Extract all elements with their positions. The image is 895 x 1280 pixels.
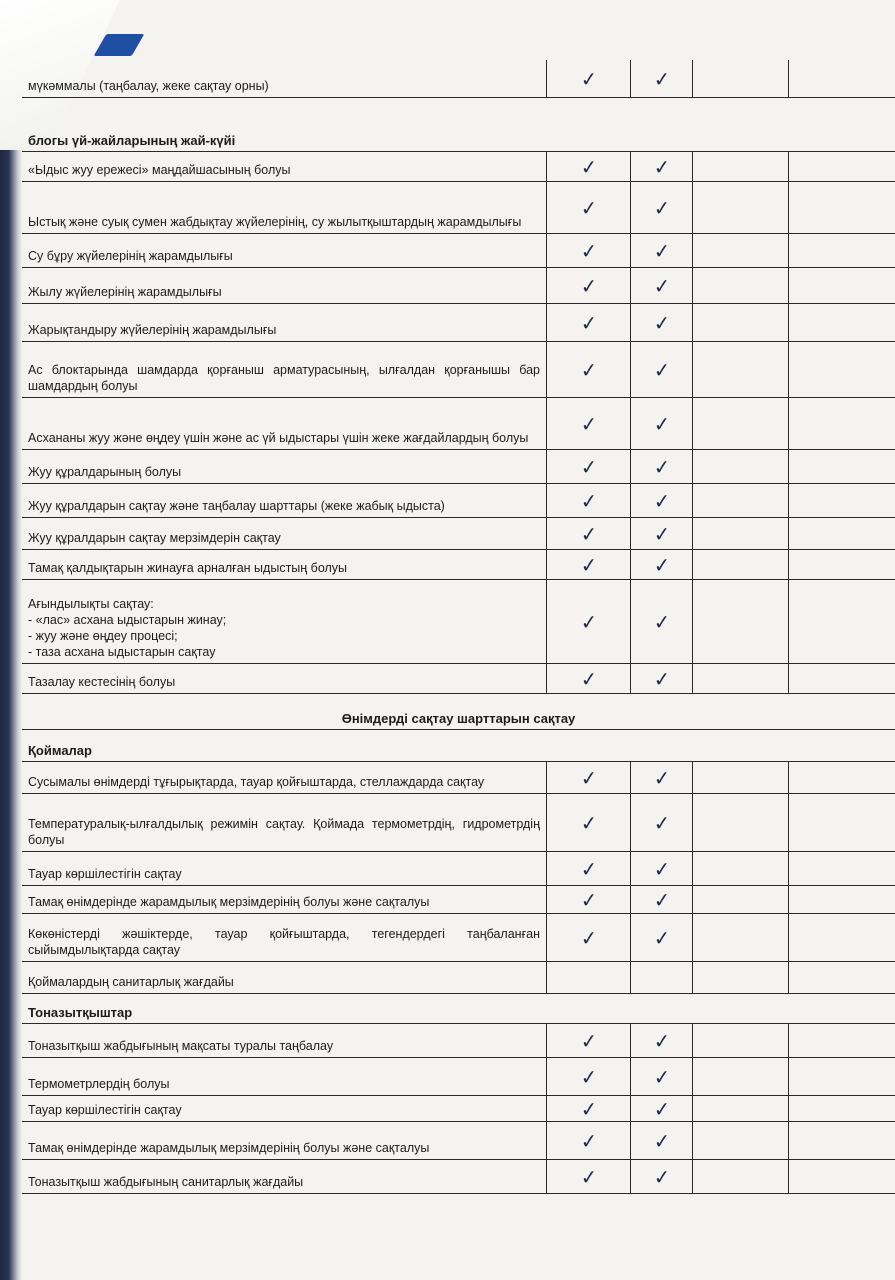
checkmark-icon: ✓: [579, 1063, 599, 1090]
checkmark-icon: ✓: [579, 453, 599, 480]
mark-cell-2: [630, 268, 693, 303]
table-row: [22, 1096, 895, 1122]
criterion-text: Тамақ өнімдерінде жарамдылық мерзімдерінің болуы және сақталуы: [28, 895, 430, 909]
checkmark-icon: ✓: [652, 272, 672, 299]
checkmark-icon: ✓: [579, 665, 599, 692]
mark-cell-3: [692, 182, 789, 233]
table-row: [22, 762, 895, 794]
checkmark-icon: ✓: [652, 194, 672, 221]
mark-cell-1: [546, 304, 631, 341]
criterion-text: Жуу құралдарын сақтау және таңбалау шарттары (жеке жабық ыдыста): [28, 499, 445, 513]
mark-cell-3: [692, 550, 789, 579]
table-row: [22, 1058, 895, 1096]
mark-cell-4: [788, 1024, 895, 1057]
checkmark-icon: ✓: [652, 924, 672, 951]
table-row: [22, 450, 895, 484]
mark-cell-2: [630, 342, 693, 397]
table-row: [22, 268, 895, 304]
mark-cell-4: [788, 550, 895, 579]
mark-cell-3: [692, 518, 789, 549]
criterion-text: Тазалау кестесінің болуы: [28, 675, 176, 689]
mark-cell-1: [546, 794, 631, 851]
section-header: [22, 994, 895, 1024]
mark-cell-1: [546, 1160, 631, 1193]
criterion-text: Сусымалы өнімдерді тұғырықтарда, тауар қойғыштарда, стеллаждарда сақтау: [28, 775, 485, 789]
criterion-text: Тамақ қалдықтарын жинауға арналған ыдыстың болуы: [28, 561, 348, 575]
checkmark-icon: ✓: [652, 764, 672, 791]
checkmark-icon: ✓: [652, 665, 672, 692]
mark-cell-4: [788, 1058, 895, 1095]
mark-cell-3: [692, 962, 789, 993]
mark-cell-4: [788, 852, 895, 885]
table-row: [22, 304, 895, 342]
checkmark-icon: ✓: [579, 309, 599, 336]
section-header: [22, 694, 895, 730]
mark-cell-1: [546, 398, 631, 449]
checkmark-icon: ✓: [652, 551, 672, 578]
checkmark-icon: ✓: [579, 410, 599, 437]
mark-cell-1: [546, 550, 631, 579]
checkmark-icon: ✓: [579, 1027, 599, 1054]
mark-cell-1: [546, 886, 631, 913]
mark-cell-3: [692, 152, 789, 181]
table-row: [22, 664, 895, 694]
checkmark-icon: ✓: [579, 855, 599, 882]
checkmark-icon: ✓: [579, 487, 599, 514]
checkmark-icon: ✓: [652, 487, 672, 514]
mark-cell-3: [692, 234, 789, 267]
mark-cell-2: [630, 1058, 693, 1095]
table-row: [22, 484, 895, 518]
table-row: [22, 580, 895, 664]
mark-cell-1: [546, 1122, 631, 1159]
checkmark-icon: ✓: [579, 520, 599, 547]
mark-cell-3: [692, 914, 789, 961]
mark-cell-3: [692, 762, 789, 793]
table-row: [22, 182, 895, 234]
criterion-text: Тамақ өнімдерінде жарамдылық мерзімдерінің болуы және сақталуы: [28, 1141, 430, 1155]
criterion-text: Жарықтандыру жүйелерінің жарамдылығы: [28, 323, 277, 337]
checkmark-icon: ✓: [579, 153, 599, 180]
criterion-text: Тауар көршілестігін сақтау: [28, 867, 182, 881]
table-row: [22, 794, 895, 852]
mark-cell-1: [546, 268, 631, 303]
checkmark-icon: ✓: [579, 608, 599, 635]
criterion-text: Жылу жүйелерінің жарамдылығы: [28, 285, 222, 299]
criterion-text: Көкөністерді жәшіктерде, тауар қойғыштарда, тегендердегі таңбаланған сыйымдылықтарда сақтау: [28, 927, 540, 957]
mark-cell-2: [630, 450, 693, 483]
criterion-text: Қоймалардың санитарлық жағдайы: [28, 975, 234, 989]
mark-cell-2: [630, 852, 693, 885]
mark-cell-4: [788, 268, 895, 303]
mark-cell-1: [546, 1096, 631, 1121]
mark-cell-1: [546, 450, 631, 483]
table-row: [22, 550, 895, 580]
mark-cell-1: [546, 60, 631, 97]
checkmark-icon: ✓: [652, 1127, 672, 1154]
mark-cell-1: [546, 580, 631, 663]
table-row: [22, 518, 895, 550]
mark-cell-1: [546, 152, 631, 181]
mark-cell-2: [630, 886, 693, 913]
checkmark-icon: ✓: [579, 764, 599, 791]
mark-cell-1: [546, 484, 631, 517]
table-row: [22, 1160, 895, 1194]
mark-cell-4: [788, 794, 895, 851]
checkmark-icon: ✓: [652, 886, 672, 913]
section-title: Өнімдерді сақтау шарттарын сақтау: [341, 711, 576, 726]
criterion-text: Жуу құралдарын сақтау мерзімдерін сақтау: [28, 531, 281, 545]
mark-cell-2: [630, 762, 693, 793]
mark-cell-2: [630, 60, 693, 97]
mark-cell-3: [692, 450, 789, 483]
mark-cell-1: [546, 1058, 631, 1095]
binder-edge: [0, 150, 22, 1280]
table-row: [22, 886, 895, 914]
mark-cell-1: [546, 664, 631, 693]
table-row: [22, 60, 895, 98]
checkmark-icon: ✓: [579, 272, 599, 299]
checklist-table: [22, 60, 895, 1194]
mark-cell-4: [788, 518, 895, 549]
mark-cell-4: [788, 182, 895, 233]
mark-cell-1: [546, 234, 631, 267]
checkmark-icon: ✓: [579, 356, 599, 383]
mark-cell-4: [788, 398, 895, 449]
checkmark-icon: ✓: [652, 65, 672, 92]
checkmark-icon: ✓: [652, 1063, 672, 1090]
mark-cell-2: [630, 580, 693, 663]
criterion-text: Температуралық-ылғалдылық режимін сақтау. Қоймада термометрдің, гидрометрдің болуы: [28, 817, 540, 847]
table-row: [22, 1024, 895, 1058]
criterion-text: мүкәммалы (таңбалау, жеке сақтау орны): [28, 79, 269, 93]
mark-cell-3: [692, 886, 789, 913]
criterion-text: Термометрлердің болуы: [28, 1077, 170, 1091]
section-title: блогы үй-жайларының жай-күйі: [28, 133, 236, 148]
criterion-text: Асхананы жуу және өңдеу үшін және ас үй ыдыстары үшін жеке жағдайлардың болуы: [28, 431, 529, 445]
mark-cell-3: [692, 398, 789, 449]
mark-cell-1: [546, 962, 631, 993]
table-row: [22, 1122, 895, 1160]
criterion-text: Жуу құралдарының болуы: [28, 465, 182, 479]
mark-cell-1: [546, 342, 631, 397]
mark-cell-3: [692, 1096, 789, 1121]
checkmark-icon: ✓: [652, 309, 672, 336]
mark-cell-3: [692, 60, 789, 97]
checkmark-icon: ✓: [579, 551, 599, 578]
checkmark-icon: ✓: [579, 194, 599, 221]
criterion-text: Ағындылықты сақтау: - «лас» асхана ыдыстарын жинау; - жуу және өңдеу процесі; - таза асхана ыдыстарын сақтау: [28, 597, 227, 659]
checkmark-icon: ✓: [652, 855, 672, 882]
mark-cell-3: [692, 484, 789, 517]
mark-cell-4: [788, 962, 895, 993]
mark-cell-2: [630, 304, 693, 341]
checkmark-icon: ✓: [579, 809, 599, 836]
checkmark-icon: ✓: [579, 924, 599, 951]
mark-cell-3: [692, 1160, 789, 1193]
mark-cell-2: [630, 1096, 693, 1121]
mark-cell-2: [630, 234, 693, 267]
criterion-text: Тоназытқыш жабдығының санитарлық жағдайы: [28, 1175, 304, 1189]
criterion-text: Су бұру жүйелерінің жарамдылығы: [28, 249, 233, 263]
mark-cell-1: [546, 182, 631, 233]
mark-cell-2: [630, 914, 693, 961]
mark-cell-4: [788, 762, 895, 793]
mark-cell-3: [692, 664, 789, 693]
mark-cell-2: [630, 1024, 693, 1057]
table-row: [22, 342, 895, 398]
section-title: Қоймалар: [28, 743, 92, 758]
mark-cell-4: [788, 234, 895, 267]
checkmark-icon: ✓: [579, 65, 599, 92]
checkmark-icon: ✓: [652, 237, 672, 264]
mark-cell-3: [692, 304, 789, 341]
mark-cell-4: [788, 60, 895, 97]
criterion-text: Ыстық және суық сумен жабдықтау жүйелерінің, су жылытқыштардың жарамдылығы: [28, 215, 522, 229]
mark-cell-2: [630, 1122, 693, 1159]
table-row: [22, 962, 895, 994]
mark-cell-4: [788, 664, 895, 693]
mark-cell-3: [692, 1122, 789, 1159]
mark-cell-2: [630, 182, 693, 233]
criterion-text: Тауар көршілестігін сақтау: [28, 1103, 182, 1117]
checkmark-icon: ✓: [652, 608, 672, 635]
mark-cell-4: [788, 342, 895, 397]
mark-cell-1: [546, 852, 631, 885]
mark-cell-4: [788, 580, 895, 663]
criterion-text: Ас блоктарында шамдарда қорғаныш арматурасының, ылғалдан қорғанышы бар шамдардың болуы: [28, 363, 540, 393]
checkmark-icon: ✓: [652, 520, 672, 547]
checkmark-icon: ✓: [579, 1163, 599, 1190]
mark-cell-2: [630, 518, 693, 549]
mark-cell-4: [788, 152, 895, 181]
mark-cell-1: [546, 1024, 631, 1057]
mark-cell-2: [630, 484, 693, 517]
mark-cell-3: [692, 794, 789, 851]
mark-cell-4: [788, 1096, 895, 1121]
mark-cell-2: [630, 962, 693, 993]
mark-cell-4: [788, 886, 895, 913]
mark-cell-2: [630, 152, 693, 181]
checkmark-icon: ✓: [652, 1163, 672, 1190]
mark-cell-4: [788, 914, 895, 961]
checkmark-icon: ✓: [652, 356, 672, 383]
section-header: [22, 730, 895, 762]
table-row: [22, 914, 895, 962]
mark-cell-3: [692, 342, 789, 397]
mark-cell-4: [788, 1160, 895, 1193]
checkmark-icon: ✓: [579, 1095, 599, 1122]
checkmark-icon: ✓: [579, 237, 599, 264]
checkmark-icon: ✓: [652, 410, 672, 437]
section-header: [22, 98, 895, 152]
criterion-text: Тоназытқыш жабдығының мақсаты туралы таңбалау: [28, 1039, 334, 1053]
mark-cell-4: [788, 484, 895, 517]
table-row: [22, 398, 895, 450]
section-title: Тоназытқыштар: [28, 1005, 133, 1020]
criterion-text: «Ыдыс жуу ережесі» маңдайшасының болуы: [28, 163, 291, 177]
mark-cell-2: [630, 794, 693, 851]
mark-cell-3: [692, 268, 789, 303]
checkmark-icon: ✓: [652, 809, 672, 836]
mark-cell-1: [546, 762, 631, 793]
mark-cell-2: [630, 550, 693, 579]
checkmark-icon: ✓: [579, 1127, 599, 1154]
table-row: [22, 852, 895, 886]
checkmark-icon: ✓: [579, 886, 599, 913]
table-row: [22, 234, 895, 268]
checkmark-icon: ✓: [652, 153, 672, 180]
checkmark-icon: ✓: [652, 453, 672, 480]
mark-cell-4: [788, 1122, 895, 1159]
mark-cell-3: [692, 1024, 789, 1057]
checkmark-icon: ✓: [652, 1027, 672, 1054]
mark-cell-3: [692, 580, 789, 663]
checkmark-icon: ✓: [652, 1095, 672, 1122]
mark-cell-3: [692, 852, 789, 885]
mark-cell-4: [788, 304, 895, 341]
mark-cell-3: [692, 1058, 789, 1095]
mark-cell-2: [630, 398, 693, 449]
mark-cell-1: [546, 914, 631, 961]
table-row: [22, 152, 895, 182]
mark-cell-2: [630, 1160, 693, 1193]
mark-cell-2: [630, 664, 693, 693]
mark-cell-4: [788, 450, 895, 483]
mark-cell-1: [546, 518, 631, 549]
